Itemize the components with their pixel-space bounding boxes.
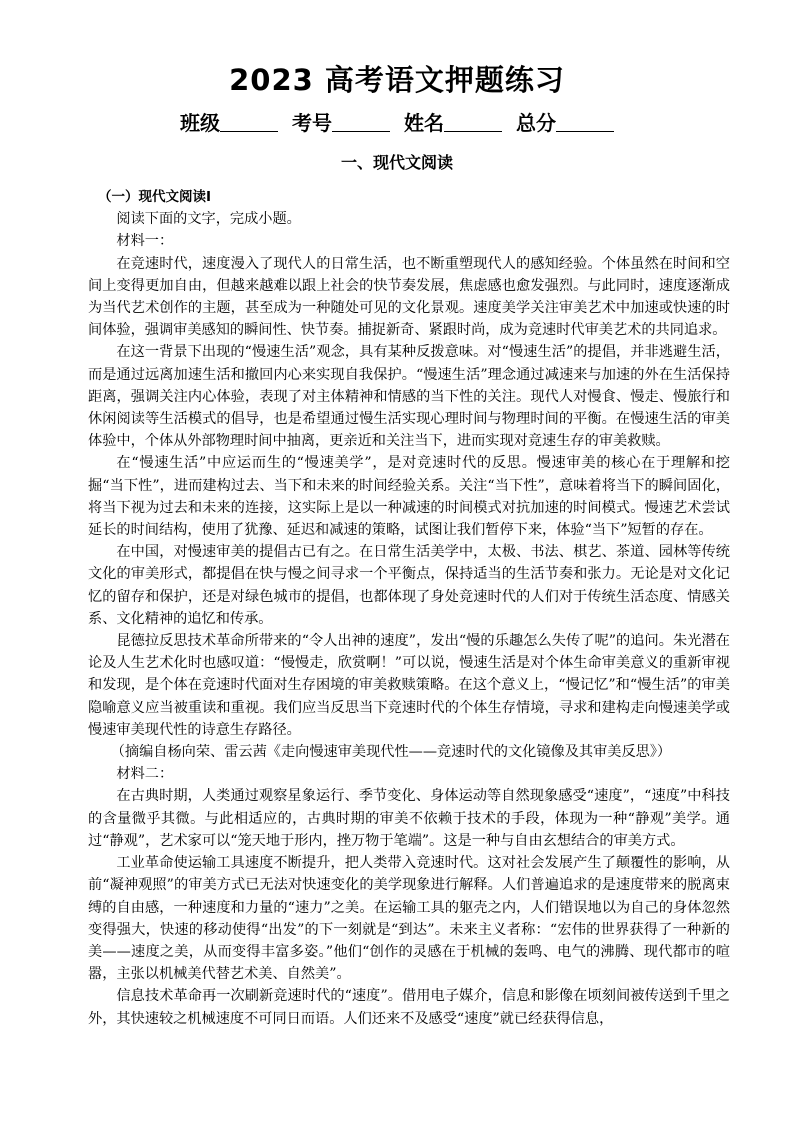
material-one-paragraph: 在中国，对慢速审美的提倡古已有之。在日常生活美学中，太极、书法、棋艺、茶道、园林等传统文化的审美形式，都提倡在快与慢之间寻求一个平衡点，保持适当的生活节奏和张力。无论是对文化记忆的留存和保护，还是对绿色城市的提倡，也都体现了身处竞速时代的人们对于传统生活态度、情感关系、文化精神的追忆和传承。 [88, 544, 730, 627]
exam-number-blank [332, 109, 390, 132]
page-title: 2023 高考语文押题练习 [229, 63, 565, 97]
section-heading: 一、现代文阅读 [340, 153, 453, 172]
material-one-paragraph: 在“慢速生活”中应运而生的“慢速美学”，是对竞速时代的反思。慢速审美的核心在于理解和挖掘“当下性”，进而建构过去、当下和未来的时间经验关系。关注“当下性”，意味着将当下的瞬间固化，将当下视为过去和未来的连接，这实际上是以一种减速的时间模式对抗加速的时间模式。慢速艺术尝试延长的时间结构，使用了犹豫、延迟和减速的策略，试图让我们暂停下来，体验“当下”短暂的存在。 [88, 455, 730, 539]
name-label: 姓名 [404, 111, 444, 135]
name-blank [444, 109, 502, 132]
exam-number-label: 考号 [292, 111, 332, 135]
class-label: 班级 [180, 111, 220, 135]
sub-section-heading: （一）现代文阅读Ⅰ [98, 189, 212, 205]
class-blank [220, 109, 278, 132]
material-one-paragraph: 在这一背景下出现的“慢速生活”观念，具有某种反拨意味。对“慢速生活”的提倡，并非逃避生活，而是通过远离加速生活和撤回内心来实现自我保护。“慢速生活”理念通过减速来与加速的外在生活保持距离，强调关注内心体验，表现了对主体精神和情感的当下性的关注。现代人对慢食、慢走、慢旅行和休闲阅读等生活模式的倡导，也是希望通过慢生活实现心理时间与物理时间的平衡。在慢速生活的审美体验中，个体从外部物理时间中抽离，更亲近和关注当下，进而实现对竞速生存的审美救赎。 [88, 344, 730, 450]
reading-content [88, 186, 730, 1030]
material-two-label: 材料二： [116, 766, 174, 783]
score-blank [556, 109, 614, 132]
material-two-paragraph: 信息技术革命再一次刷新竞速时代的“速度”。借用电子媒介，信息和影像在顷刻间被传送到千里之外，其快速较之机械速度不可同日而语。人们还来不及感受“速度”就已经获得信息， [88, 988, 730, 1027]
material-two-paragraph: 工业革命使运输工具速度不断提升，把人类带入竞速时代。这对社会发展产生了颠覆性的影响，从前“凝神观照”的审美方式已无法对快速变化的美学现象进行解释。人们普遍追求的是速度带来的脱离束缚的自由感，一种速度和力量的“速力”之美。在运输工具的躯壳之内，人们错误地以为自己的身体忽然变得强大，快速的移动使得“出发”的下一刻就是“到达”。未来主义者称：“宏伟的世界获得了一种新的美——速度之美，从而变得丰富多姿。”他们“创作的灵感在于机械的轰鸣、电气的沸腾、现代都市的喧嚣，主张以机械美代替艺术美、自然美”。 [88, 855, 730, 983]
material-one-label: 材料一： [116, 233, 174, 250]
material-one-paragraph: 在竞速时代，速度漫入了现代人的日常生活，也不断重塑现代人的感知经验。个体虽然在时间和空间上变得更加自由，但越来越难以跟上社会的快节奏发展，焦虑感也愈发强烈。与此同时，速度逐渐成为当代艺术创作的主题，甚至成为一种随处可见的文化景观。速度美学关注审美艺术中加速或快速的时间体验，强调审美感知的瞬间性、快节奏。捕捉新奇、紧跟时尚，成为竞速时代审美艺术的共同追求。 [88, 255, 730, 339]
instruction-text: 阅读下面的文字，完成小题。 [116, 211, 301, 228]
score-label: 总分 [516, 111, 556, 135]
student-info-line [0, 108, 794, 138]
material-one-source: （摘编自杨向荣、雷云茜《走向慢速审美现代性——竞速时代的文化镜像及其审美反思》） [110, 744, 672, 761]
material-two-paragraph: 在古典时期，人类通过观察星象运行、季节变化、身体运动等自然现象感受“速度”，“速度”中科技的含量微乎其微。与此相适应的，古典时期的审美不依赖于技术的手段，体现为一种“静观”美学。通过“静观”，艺术家可以“笼天地于形内，挫万物于笔端”。这是一种与自由玄想结合的审美方式。 [88, 788, 730, 849]
material-one-paragraph: 昆德拉反思技术革命所带来的“令人出神的速度”，发出“慢的乐趣怎么失传了呢”的追问。朱光潜在论及人生艺术化时也感叹道：“慢慢走，欣赏啊！”可以说，慢速生活是对个体生命审美意义的重新审视和发现，是个体在竞速时代面对生存困境的审美救赎策略。在这个意义上，“慢记忆”和“慢生活”的审美隐喻意义应当被重读和重视。我们应当反思当下竞速时代的个体生存情境，寻求和建构走向慢速美学或慢速审美现代性的诗意生存路径。 [88, 633, 730, 738]
